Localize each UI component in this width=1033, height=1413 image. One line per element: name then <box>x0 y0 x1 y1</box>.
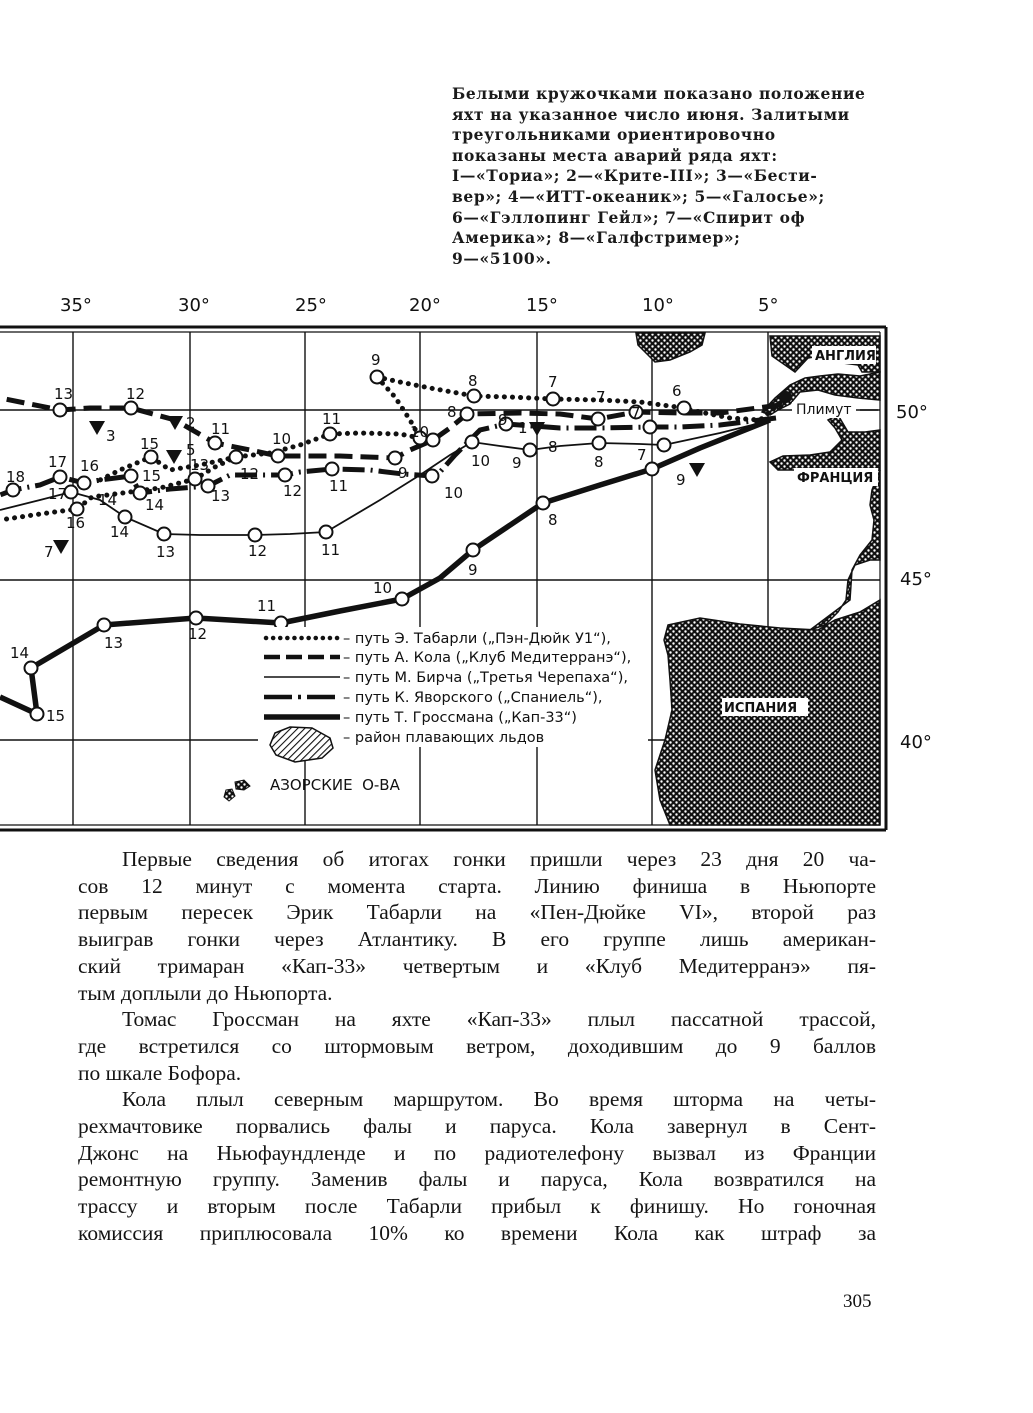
lat-label-40: 40° <box>900 732 932 753</box>
azores <box>224 776 401 801</box>
svg-text:1: 1 <box>518 419 528 437</box>
label-plymouth: Плимут <box>796 402 852 418</box>
svg-text:17: 17 <box>48 453 68 471</box>
text-line: по шкале Бофора. <box>78 1060 242 1085</box>
lon-label-20: 20° <box>409 295 441 316</box>
paragraph <box>78 1086 876 1246</box>
caption-line: 9—«5100». <box>452 248 552 268</box>
ireland-land <box>636 333 705 362</box>
svg-text:14: 14 <box>98 491 118 509</box>
text-line: тым доплыли до Ньюпорта. <box>78 980 333 1005</box>
caption-line: Белыми кружочками показано положение <box>452 84 866 103</box>
text-line: выиграв гонки через Атлантику. В его группе лишь американ- <box>78 927 876 952</box>
svg-text:13: 13 <box>190 456 210 474</box>
accident-triangle-icon <box>53 540 69 554</box>
text-line: комиссия приплюсовала 10% ко времени Кола как штраф за <box>78 1220 876 1245</box>
svg-text:7: 7 <box>631 404 641 422</box>
text-line: Томас Гроссман на яхте «Кап-33» плыл пассатной трассой, <box>122 1007 876 1032</box>
map-legend <box>258 627 648 762</box>
legend-label: – район плавающих льдов <box>343 730 545 746</box>
caption-line: показаны места аварий ряда яхт: <box>452 145 778 165</box>
svg-text:17: 17 <box>48 485 68 503</box>
svg-text:12: 12 <box>240 465 260 483</box>
svg-text:7: 7 <box>548 373 558 391</box>
svg-text:13: 13 <box>156 543 176 561</box>
race-route-map <box>0 285 1033 845</box>
body-text <box>78 846 876 1247</box>
accident-triangle-icon <box>89 421 105 435</box>
svg-text:10: 10 <box>272 430 292 448</box>
svg-text:10: 10 <box>471 452 491 470</box>
svg-text:8: 8 <box>548 438 558 456</box>
accident-triangle-icon <box>167 416 183 430</box>
text-line: сов 12 минут с момента старта. Линию финиша в Ньюпорте <box>78 873 876 898</box>
label-england: АНГЛИЯ <box>815 349 876 364</box>
svg-text:10: 10 <box>444 484 464 502</box>
legend-label: – путь А. Кола („Клуб Медитерранэ“), <box>343 650 632 666</box>
svg-text:14: 14 <box>145 496 165 514</box>
paragraph <box>78 846 876 1006</box>
caption-line: 6—«Гэллопинг Гейл»; 7—«Спирит оф <box>452 207 806 227</box>
caption-line: вер»; 4—«ИТТ-океаник»; 5—«Галосье»; <box>452 186 825 206</box>
plymouth-marker <box>780 391 792 403</box>
lon-label-25: 25° <box>295 295 327 316</box>
legend-label: – путь Э. Табарли („Пэн-Дюйк У1“), <box>343 631 611 647</box>
svg-text:16: 16 <box>66 514 86 532</box>
legend-label: – путь К. Яворского („Спаниель“), <box>343 690 603 706</box>
svg-text:8: 8 <box>594 453 604 471</box>
svg-text:12: 12 <box>248 542 268 560</box>
svg-text:8: 8 <box>468 372 478 390</box>
legend-label: – путь М. Бирча („Третья Черепаха“), <box>343 670 628 686</box>
caption-line: I—«Ториа»; 2—«Крите-III»; 3—«Бести- <box>452 166 818 186</box>
svg-text:9: 9 <box>676 471 686 489</box>
text-line: где встретился со штормовым ветром, доходившим до 9 баллов <box>78 1033 876 1058</box>
lon-label-30: 30° <box>178 295 210 316</box>
svg-text:9: 9 <box>371 351 381 369</box>
lat-label-45: 45° <box>900 569 932 590</box>
svg-text:8: 8 <box>447 403 457 421</box>
svg-text:13: 13 <box>54 385 74 403</box>
svg-text:12: 12 <box>283 482 303 500</box>
paragraph <box>78 1006 876 1086</box>
lon-label-15: 15° <box>526 295 558 316</box>
lon-label-10: 10° <box>642 295 674 316</box>
caption-line: треугольниками ориентировочно <box>452 125 776 145</box>
text-line: ремонтную группу. Заменив фалы и паруса, Кола возвратился на <box>78 1167 876 1192</box>
svg-text:11: 11 <box>329 477 349 495</box>
label-france: ФРАНЦИЯ <box>797 471 874 486</box>
svg-text:5: 5 <box>186 441 196 459</box>
text-line: трассу и вторым после Табарли прибыл к финишу. Но гоночная <box>78 1194 876 1219</box>
legend-label: – путь Т. Гроссмана („Кап-33“) <box>343 710 577 726</box>
svg-text:15: 15 <box>46 707 66 725</box>
svg-text:12: 12 <box>126 385 146 403</box>
svg-text:10: 10 <box>410 423 430 441</box>
accident-triangle-icon <box>166 450 182 464</box>
svg-text:12: 12 <box>188 625 208 643</box>
svg-text:13: 13 <box>211 487 231 505</box>
svg-text:3: 3 <box>106 427 116 445</box>
azores-island-icon <box>224 789 235 801</box>
caption-line: яхт на указанное число июня. Залитыми <box>452 104 850 124</box>
text-line: Джонс на Ньюфаундленде и по радиотелефону вызвал из Франции <box>78 1140 876 1165</box>
svg-text:11: 11 <box>257 597 277 615</box>
latitude-labels <box>896 402 932 753</box>
svg-text:14: 14 <box>10 644 30 662</box>
caption-line: Америка»; 8—«Галфстример»; <box>452 228 741 248</box>
map-caption <box>452 84 876 269</box>
svg-text:15: 15 <box>142 467 162 485</box>
svg-text:8: 8 <box>548 511 558 529</box>
text-line: первым пересек Эрик Табарли на «Пен-Дюйке VI», второй раз <box>78 900 876 925</box>
longitude-labels <box>60 295 778 316</box>
text-line: ский тримаран «Кап-33» четвертым и «Клуб Медитерранэ» пя- <box>78 953 876 978</box>
accident-triangle-icon <box>689 463 705 477</box>
svg-text:16: 16 <box>80 457 100 475</box>
text-line: Кола плыл северным маршрутом. Во время шторма на четы- <box>122 1087 876 1112</box>
svg-text:9: 9 <box>468 561 478 579</box>
svg-text:7: 7 <box>44 543 54 561</box>
text-line: рехмачтовике порвались фалы и паруса. Кола завернул в Сент- <box>78 1114 876 1139</box>
svg-text:9: 9 <box>512 454 522 472</box>
svg-text:6: 6 <box>672 382 682 400</box>
svg-text:18: 18 <box>6 468 26 486</box>
svg-text:14: 14 <box>110 523 130 541</box>
svg-text:7: 7 <box>637 446 647 464</box>
svg-text:9: 9 <box>498 411 508 429</box>
lon-label-5: 5° <box>758 295 779 316</box>
lat-label-50: 50° <box>896 402 928 423</box>
label-spain: ИСПАНИЯ <box>724 701 798 716</box>
svg-text:11: 11 <box>322 410 342 428</box>
brittany-land <box>770 415 880 472</box>
page-number: 305 <box>843 1291 872 1312</box>
svg-text:11: 11 <box>211 420 231 438</box>
azores-island-icon <box>235 780 250 790</box>
svg-text:9: 9 <box>398 464 408 482</box>
lon-label-35: 35° <box>60 295 92 316</box>
text-line: Первые сведения об итогах гонки пришли через 23 дня 20 ча- <box>122 847 876 871</box>
svg-text:7: 7 <box>596 388 606 406</box>
label-azores: АЗОРСКИЕ О-ВА <box>270 776 400 794</box>
svg-text:13: 13 <box>104 634 124 652</box>
svg-text:11: 11 <box>321 541 341 559</box>
svg-text:2: 2 <box>186 414 196 432</box>
svg-text:15: 15 <box>140 435 160 453</box>
svg-text:10: 10 <box>373 579 393 597</box>
